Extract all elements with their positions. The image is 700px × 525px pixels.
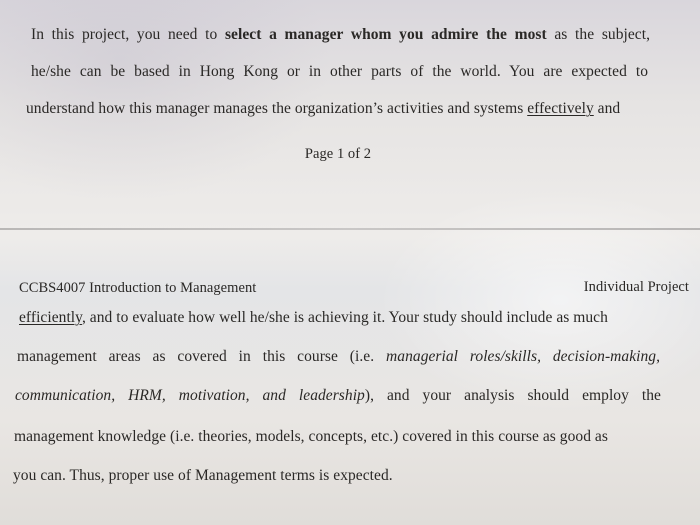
paragraph-line: you can. Thus, proper use of Management terms is expected. xyxy=(13,467,393,484)
paragraph-line: efficiently, and to evaluate how well he/she is achieving it. Your study should include as much xyxy=(19,309,608,326)
paragraph-line: communication, HRM, motivation, and leadership), and your analysis should employ the xyxy=(15,387,661,404)
italic-text: managerial roles/skills, decision-making, xyxy=(386,348,661,365)
document-page-1 xyxy=(0,0,700,228)
italic-text: communication, HRM, motivation, and leadership xyxy=(15,387,365,404)
underlined-word: effectively xyxy=(527,100,594,117)
paragraph-line: he/she can be based in Hong Kong or in other parts of the world. You are expected to xyxy=(31,63,648,80)
page-number-footer: Page 1 of 2 xyxy=(304,146,372,162)
emphasis-text: select a manager whom you admire the most xyxy=(224,26,547,43)
underlined-word: efficiently xyxy=(19,309,82,326)
paragraph-line: management areas as covered in this course (i.e. managerial roles/skills, decision-making, xyxy=(17,348,661,365)
header-document-type: Individual Project xyxy=(583,279,689,295)
header-course-title: CCBS4007 Introduction to Management xyxy=(19,280,257,296)
paragraph-line: understand how this manager manages the organization’s activities and systems effectively and xyxy=(26,100,621,117)
paragraph-line: In this project, you need to select a manager whom you admire the most as the subject, xyxy=(31,26,650,43)
paragraph-line: management knowledge (i.e. theories, models, concepts, etc.) covered in this course as good as xyxy=(14,428,608,445)
